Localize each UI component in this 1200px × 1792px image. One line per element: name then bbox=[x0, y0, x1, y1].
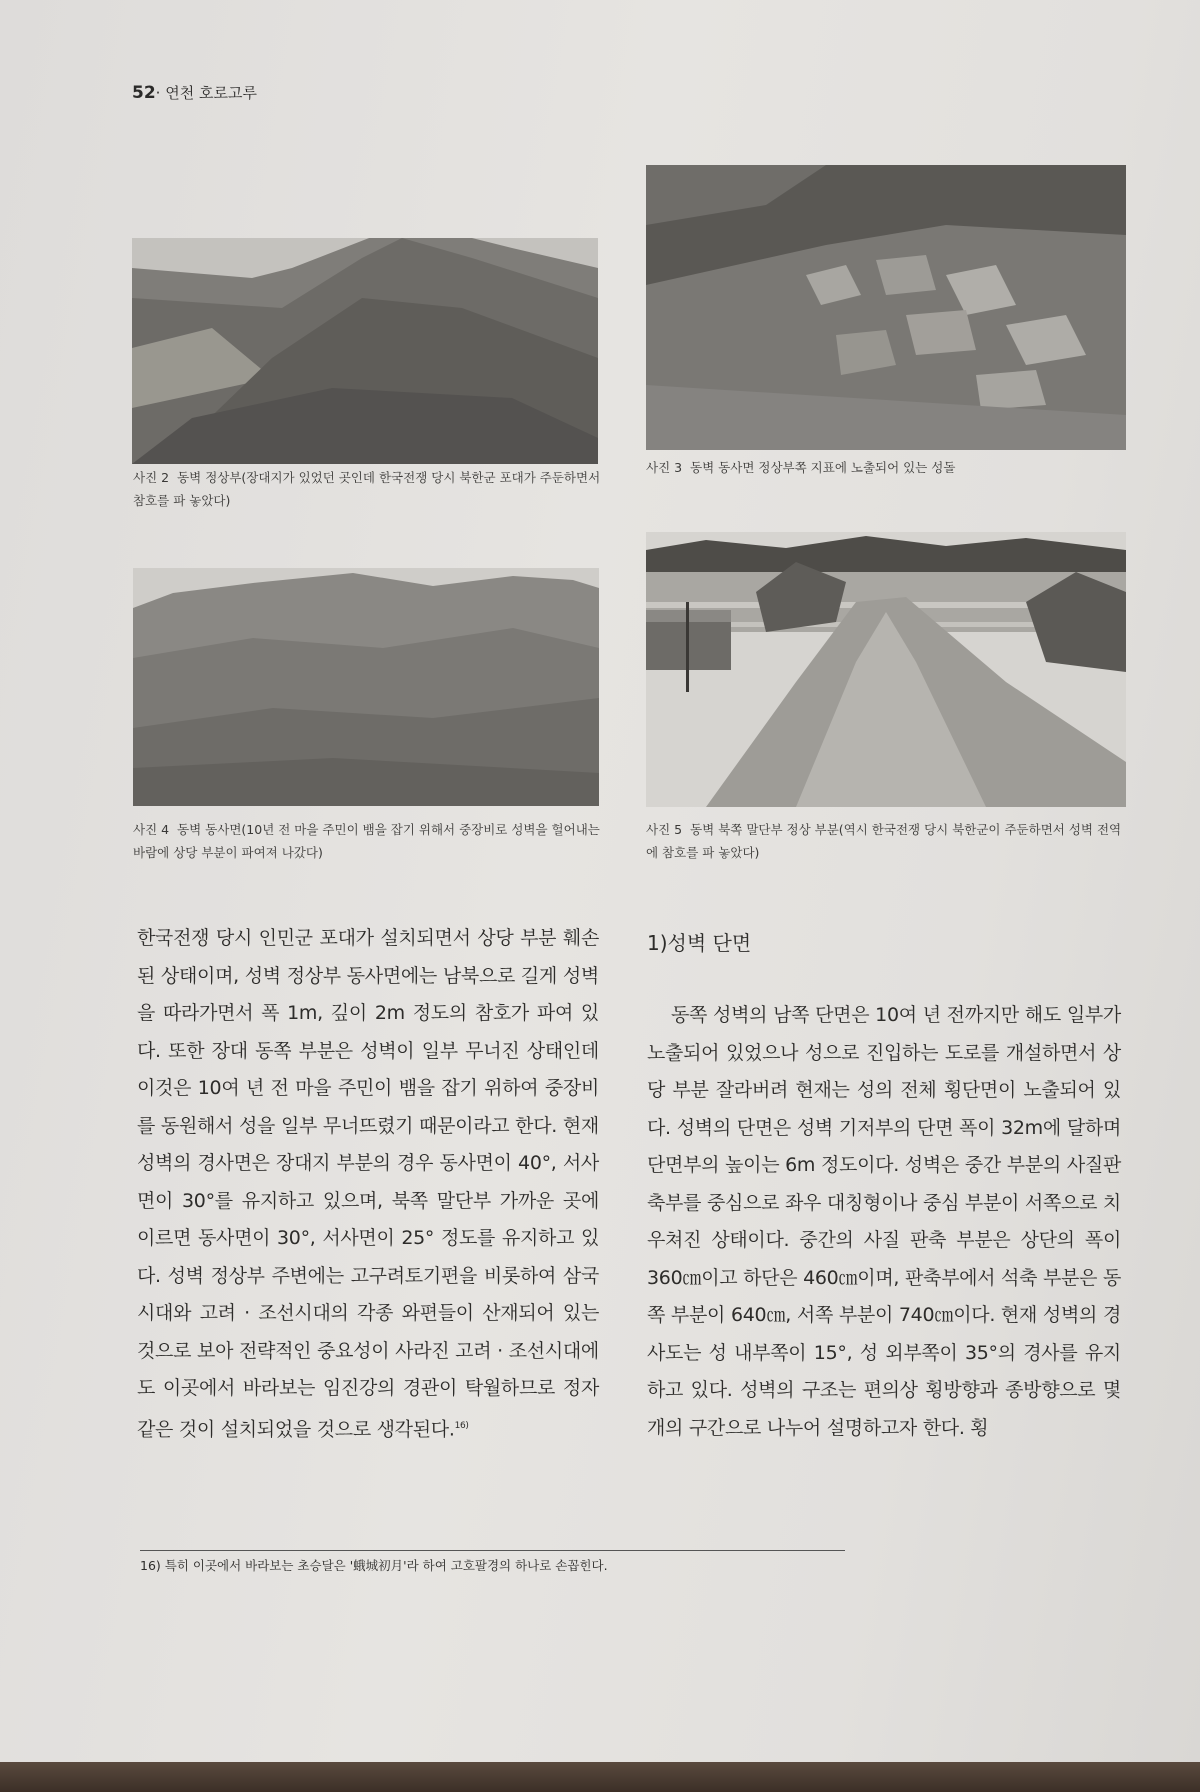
photo-3-exposed-stones bbox=[646, 165, 1126, 450]
photo-2-label: 사진 2 bbox=[133, 470, 170, 485]
desk-background bbox=[0, 1762, 1200, 1792]
photo-4-caption bbox=[133, 818, 603, 864]
page-number: 52 bbox=[132, 83, 156, 103]
photo-4-text: 동벽 동사면(10년 전 마을 주민이 뱀을 잡기 위해서 중장비로 성벽을 헐어내는 바람에 상당 부분이 파여져 나갔다) bbox=[133, 822, 600, 860]
photo-4-east-slope bbox=[133, 568, 599, 806]
footnote-rule bbox=[140, 1550, 845, 1551]
right-body-column bbox=[647, 997, 1121, 1447]
photo-2-text: 동벽 정상부(장대지가 있었던 곳인데 한국전쟁 당시 북한군 포대가 주둔하면서 참호를 파 놓았다) bbox=[133, 470, 601, 508]
left-body-text: 한국전쟁 당시 인민군 포대가 설치되면서 상당 부분 훼손된 상태이며, 성벽 정상부 동사면에는 남북으로 길게 성벽을 따라가면서 폭 1m, 깊이 2m 정도의 참호가 파여 있다. 또한 장대 동쪽 부분은 성벽이 일부 무너진 상태인데 이것은 10여 년 전 마을 주민이 뱀을 잡기 위하여 중장비를 동원해서 성을 일부 무너뜨렸기 때문이라고 한다. 현재 성벽의 경사면은 장대지 부분의 경우 동사면이 40°, 서사면이 30°를 유지하고 있으며, 북쪽 말단부 가까운 곳에 이르면 동사면이 30°, 서사면이 25° 정도를 유지하고 있다. 성벽 정상부 주변에는 고구려토기편을 비롯하여 삼국시대와 고려 · 조선시대의 각종 와편들이 산재되어 있는 것으로 보아 전략적인 중요성이 사라진 고려 · 조선시대에도 이곳에서 바라보는 임진강의 경관이 탁월하므로 정자 같은 것이 설치되었을 것으로 생각된다. bbox=[137, 927, 599, 1440]
footnote-ref-16: 16) bbox=[454, 1420, 469, 1431]
photo-3-label: 사진 3 bbox=[646, 460, 683, 475]
header-separator: · bbox=[155, 84, 161, 102]
photo-2-caption bbox=[133, 466, 603, 512]
photo-3-text: 동벽 동사면 정상부쪽 지표에 노출되어 있는 성돌 bbox=[690, 460, 956, 475]
photo-5-text: 동벽 북쪽 말단부 정상 부분(역시 한국전쟁 당시 북한군이 주둔하면서 성벽 전역에 참호를 파 놓았다) bbox=[646, 822, 1122, 860]
book-title: 연천 호로고루 bbox=[165, 84, 257, 102]
photo-5-label: 사진 5 bbox=[646, 822, 683, 837]
running-head bbox=[132, 82, 257, 103]
photo-5-caption bbox=[646, 818, 1126, 864]
section-heading: 1)성벽 단면 bbox=[647, 931, 752, 955]
photo-5-north-end bbox=[646, 532, 1126, 807]
footnote-16: 16) 특히 이곳에서 바라보는 초승달은 '蛾城初月'라 하여 고호팔경의 하나로 손꼽힌다. bbox=[140, 1558, 608, 1573]
photo-2-east-wall-summit bbox=[132, 238, 598, 464]
left-body-paragraph bbox=[137, 920, 599, 1448]
left-body-column bbox=[137, 920, 599, 1448]
photo-4-label: 사진 4 bbox=[133, 822, 170, 837]
right-body-paragraph: 동쪽 성벽의 남쪽 단면은 10여 년 전까지만 해도 일부가 노출되어 있었으나 성으로 진입하는 도로를 개설하면서 상당 부분 잘라버려 현재는 성의 전체 횡단면이 노출되어 있다. 성벽의 단면은 성벽 기저부의 단면 폭이 32m에 달하며 단면부의 높이는 6m 정도이다. 성벽은 중간 부분의 사질판축부를 중심으로 좌우 대칭형이나 중심 부분이 서쪽으로 치우쳐진 상태이다. 중간의 사질 판축 부분은 상단의 폭이 360㎝이고 하단은 460㎝이며, 판축부에서 석축 부분은 동쪽 부분이 640㎝, 서쪽 부분이 740㎝이다. 현재 성벽의 경사도는 성 내부쪽이 15°, 성 외부쪽이 35°의 경사를 유지하고 있다. 성벽의 구조는 편의상 횡방향과 종방향으로 몇 개의 구간으로 나누어 설명하고자 한다. 횡 bbox=[647, 1004, 1121, 1439]
photo-3-caption bbox=[646, 456, 1126, 479]
